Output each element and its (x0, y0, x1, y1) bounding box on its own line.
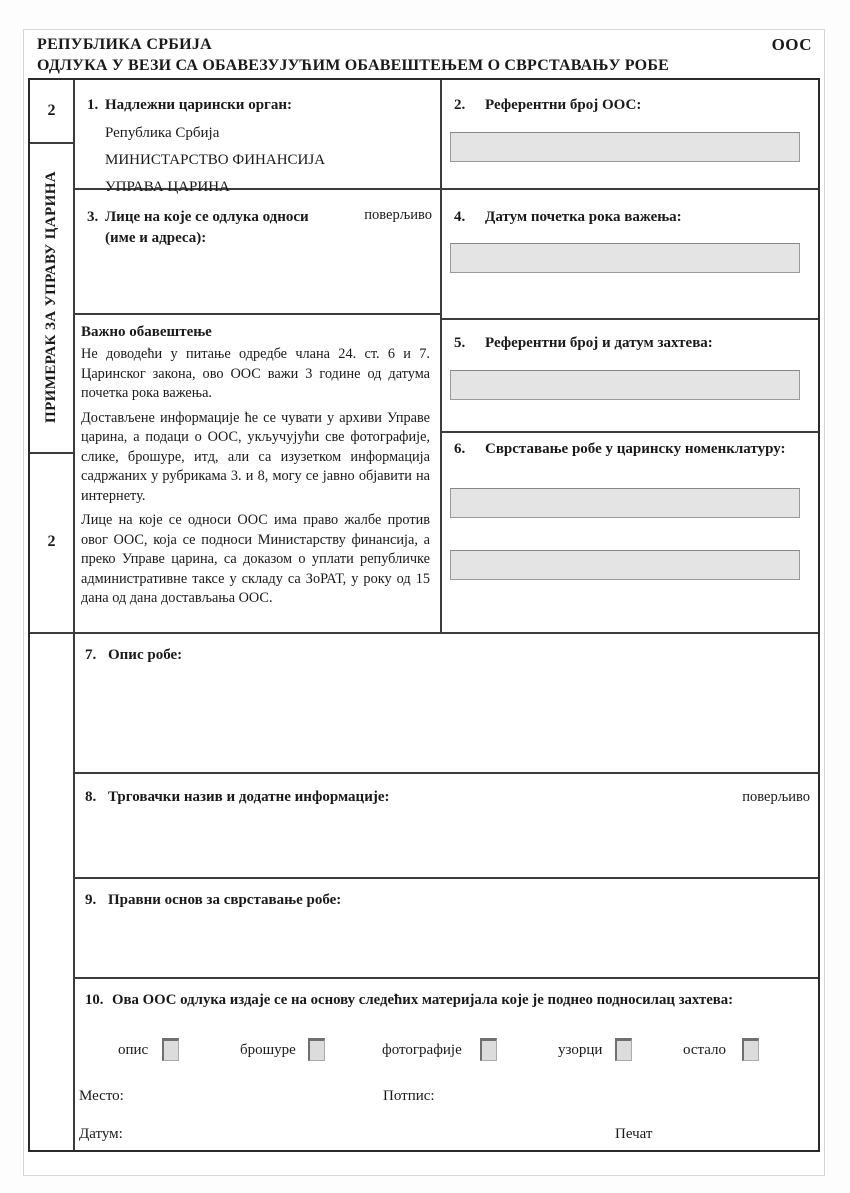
form-table (28, 78, 820, 1152)
checkbox-label-other: остало (683, 1042, 727, 1058)
divider-notice-top (75, 313, 440, 315)
checkbox-samples[interactable] (615, 1038, 632, 1061)
box-4-number: 4. (454, 209, 466, 225)
checkbox-label-description: опис (118, 1042, 149, 1058)
important-notice (75, 316, 440, 632)
box-6-classification-field-2[interactable] (450, 550, 800, 580)
header-document-title: ОДЛУКА У ВЕЗИ СА ОБАВЕЗУЈУЋИМ ОБАВЕШТЕЊЕМ О СВРСТАВАЊУ РОБЕ (37, 57, 669, 74)
sidebar-orientation-label: ПРИМЕРАК ЗА УПРАВУ ЦАРИНА (43, 171, 59, 423)
box-6-number: 6. (454, 441, 466, 457)
box-6-classification-field-1[interactable] (450, 488, 800, 518)
checkbox-label-brochures: брошуре (240, 1042, 296, 1058)
box-5-request-reference (442, 326, 818, 354)
divider-main-columns (440, 80, 442, 634)
date-label: Датум: (79, 1126, 123, 1142)
box-8-trade-name (75, 780, 818, 808)
box-10-supporting-materials (75, 983, 818, 1011)
box-7-title: Опис робе: (108, 647, 183, 663)
box-5-number: 5. (454, 335, 466, 351)
notice-paragraph-validity: Не доводећи у питање одредбе члана 24. ст. 6 и 7. Царинског закона, ово ООС важи 3 године од датума почетка рока важења. (81, 346, 430, 401)
box-3-confidential-note: поверљиво (364, 207, 432, 223)
checkbox-label-photographs: фотографије (382, 1042, 462, 1058)
notice-paragraph-appeal: Лице на које се односи ООС има право жалбе против овог ООС, која се подноси Министарству финансија, а преко Управе царина, са доказом о уплати републичке административне таксе у складу са ЗоРАТ, у року од 15 дана од дана достављања ООС. (81, 512, 430, 606)
sidebar-copy-number-bottom: 2 (47, 533, 56, 550)
notice-paragraph-archive: Достављене информације ће се чувати у архиви Управе царина, а подаци о ООС, укључујући све фотографије, слике, брошуре, итд, али са изузетком информација садржаних у рубрикама 3. и 8, могу се јавно објавити на интернету. (81, 409, 430, 504)
box-2-reference-number (442, 88, 818, 116)
checkbox-brochures[interactable] (308, 1038, 325, 1061)
divider-box7-box8 (75, 772, 818, 774)
place-label: Место: (79, 1088, 124, 1104)
checkbox-photographs[interactable] (480, 1038, 497, 1061)
checkbox-other[interactable] (742, 1038, 759, 1061)
box-5-title: Референтни број и датум захтева: (485, 335, 713, 351)
box-4-date-field[interactable] (450, 243, 800, 273)
seal-label: Печат (615, 1126, 653, 1142)
header-doc-code: ООС (771, 35, 812, 54)
box-2-number: 2. (454, 97, 466, 113)
box-9-title: Правни основ за сврставање робе: (108, 892, 342, 908)
divider-box7-top (30, 632, 818, 634)
checkbox-description[interactable] (162, 1038, 179, 1061)
divider-box8-box9 (75, 877, 818, 879)
box-1-number: 1. (87, 97, 99, 113)
box-6-tariff-classification (442, 432, 818, 460)
box-1-customs-authority (75, 88, 440, 201)
box-8-number: 8. (85, 789, 97, 805)
box-10-title: Ова ООС одлука издаје се на основу следећих материјала које је поднео подносилац захтева: (112, 992, 734, 1008)
box-3-subtitle: (име и адреса): (105, 230, 207, 246)
box-4-validity-start-date (442, 200, 818, 228)
box-9-legal-basis (75, 883, 818, 911)
box-7-goods-description (75, 638, 818, 666)
box-6-title: Сврставање робе у царинску номенклатуру: (485, 441, 786, 457)
divider-box9-box10 (75, 977, 818, 979)
box-3-title: Лице на које се одлука односи (105, 209, 309, 225)
box-3-decision-holder (75, 200, 440, 249)
authority-line-ministry: МИНИСТАРСТВО ФИНАНСИЈА (105, 152, 326, 168)
authority-line-customs: УПРАВА ЦАРИНА (105, 179, 230, 195)
sidebar-copy-number-top: 2 (47, 102, 56, 119)
box-10-number: 10. (85, 992, 104, 1008)
box-2-title: Референтни број ООС: (485, 97, 642, 113)
box-4-title: Датум почетка рока важења: (485, 209, 682, 225)
box-3-number: 3. (87, 209, 99, 225)
header-country: РЕПУБЛИКА СРБИЈА (37, 36, 213, 53)
box-8-title: Трговачки назив и додатне информације: (108, 789, 390, 805)
box-7-number: 7. (85, 647, 97, 663)
signature-label: Потпис: (383, 1088, 435, 1104)
box-2-reference-number-field[interactable] (450, 132, 800, 162)
box-1-title: Надлежни царински орган: (105, 97, 292, 113)
authority-line-country: Република Србија (105, 125, 220, 141)
important-notice-title: Важно обавештење (81, 324, 212, 340)
box-8-confidential-note: поверљиво (742, 789, 810, 805)
box-9-number: 9. (85, 892, 97, 908)
box-5-request-reference-field[interactable] (450, 370, 800, 400)
divider-box4-box5 (442, 318, 818, 320)
checkbox-label-samples: узорци (558, 1042, 603, 1058)
